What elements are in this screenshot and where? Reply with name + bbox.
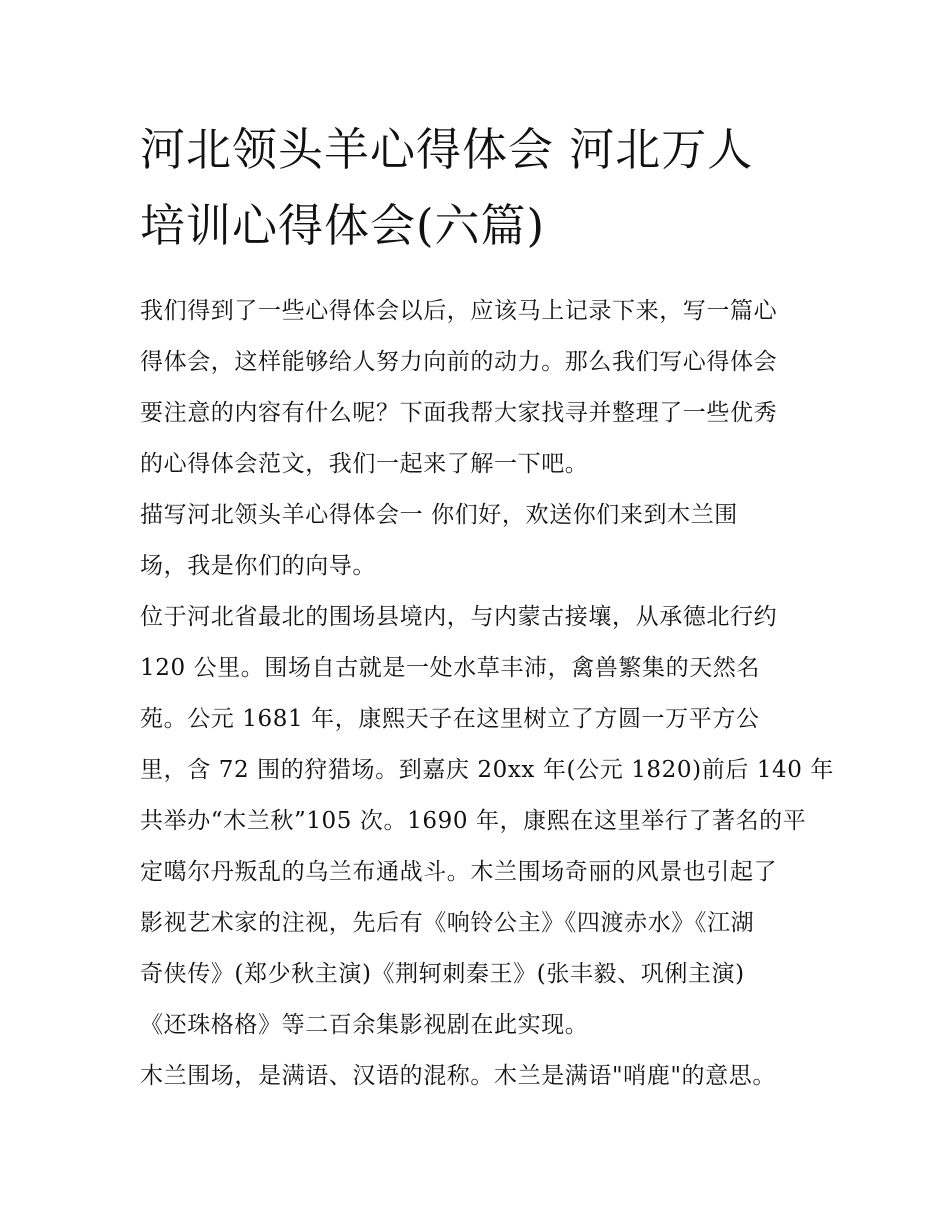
title-line: 培训心得体会(六篇) [140,199,546,252]
text-line: 奇侠传》(郑少秋主演)《荆轲刺秦王》(张丰毅、巩俐主演) [140,961,745,987]
name-origin-paragraph [140,1051,815,1102]
intro-paragraph [140,286,815,490]
document-title [140,112,815,264]
text-line: 位于河北省最北的围场县境内，与内蒙古接壤，从承德北行约 [140,604,778,630]
text-line: 我们得到了一些心得体会以后，应该马上记录下来，写一篇心 [140,298,778,324]
text-line: 共举办“木兰秋”105 次。1690 年，康熙在这里举行了著名的平 [140,808,807,834]
text-line: 要注意的内容有什么呢？下面我帮大家找寻并整理了一些优秀 [140,400,778,426]
text-line: 影视艺术家的注视，先后有《响铃公主》《四渡赤水》《江湖 [140,910,755,936]
document-page [140,112,835,1102]
text-line: 《还珠格格》等二百余集影视剧在此实现。 [140,1012,589,1038]
text-line: 苑。公元 1681 年，康熙天子在这里树立了方圆一万平方公 [140,706,760,732]
text-line: 120 公里。围场自古就是一处水草丰沛，禽兽繁集的天然名 [140,655,761,681]
text-line: 定噶尔丹叛乱的乌兰布通战斗。木兰围场奇丽的风景也引起了 [140,859,778,885]
greeting-paragraph [140,490,815,592]
document-body [140,286,835,1102]
text-line: 木兰围场，是满语、汉语的混称。木兰是满语"哨鹿"的意思。 [140,1063,776,1089]
text-line: 里，含 72 围的狩猎场。到嘉庆 20xx 年(公元 1820)前后 140 年 [140,757,835,783]
title-line: 河北领头羊心得体会 河北万人 [140,123,754,176]
history-paragraph [140,592,835,1051]
text-line: 场，我是你们的向导。 [140,553,376,579]
text-line: 描写河北领头羊心得体会一 你们好，欢送你们来到木兰围 [140,502,738,528]
text-line: 的心得体会范文，我们一起来了解一下吧。 [140,451,589,477]
text-line: 得体会，这样能够给人努力向前的动力。那么我们写心得体会 [140,349,778,375]
